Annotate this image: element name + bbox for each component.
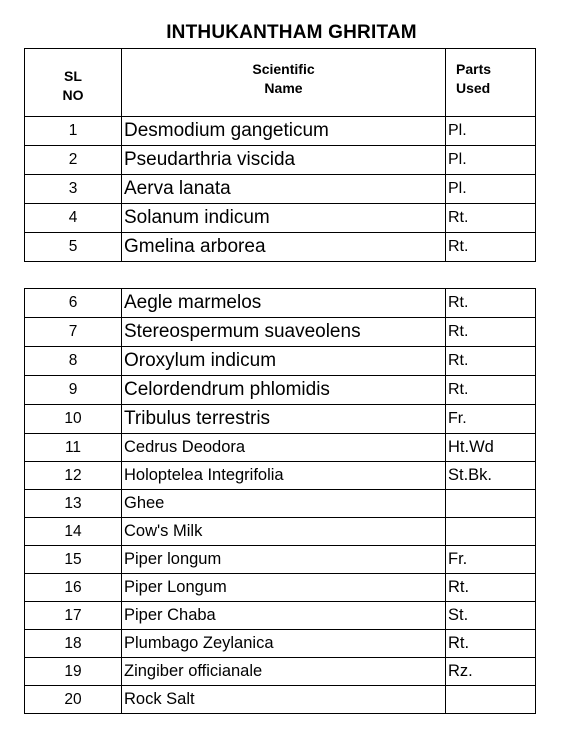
ingredients-table-2 (24, 288, 536, 714)
parts-used-cell: Fr. (446, 405, 536, 434)
header-sl-no (25, 49, 122, 117)
header-sl-no-text: SL NO (62, 67, 84, 103)
scientific-name-cell: Aerva lanata (122, 175, 446, 204)
parts-used-cell: Rt. (446, 289, 536, 318)
table-row (25, 630, 536, 658)
scientific-name-cell: Aegle marmelos (122, 289, 446, 318)
sl-no-cell: 1 (25, 117, 122, 146)
scientific-name-cell: Pseudarthria viscida (122, 146, 446, 175)
sl-no-cell: 3 (25, 175, 122, 204)
sl-no-cell: 18 (25, 630, 122, 658)
table-row (25, 658, 536, 686)
sl-no-cell: 19 (25, 658, 122, 686)
parts-used-cell: Pl. (446, 175, 536, 204)
table-row (25, 462, 536, 490)
table-row (25, 602, 536, 630)
sl-no-cell: 5 (25, 233, 122, 262)
sl-no-cell: 20 (25, 686, 122, 714)
parts-used-cell: Rt. (446, 318, 536, 347)
sl-no-cell: 15 (25, 546, 122, 574)
sl-no-cell: 13 (25, 490, 122, 518)
table-row (25, 117, 536, 146)
table-row (25, 175, 536, 204)
table-1-body (25, 117, 536, 262)
table-row (25, 434, 536, 462)
table-row (25, 574, 536, 602)
sl-no-cell: 6 (25, 289, 122, 318)
sl-no-cell: 17 (25, 602, 122, 630)
table-row (25, 686, 536, 714)
scientific-name-cell: Solanum indicum (122, 204, 446, 233)
sl-no-cell: 9 (25, 376, 122, 405)
scientific-name-cell: Celordendrum phlomidis (122, 376, 446, 405)
header-parts-used-text: Parts Used (456, 60, 492, 96)
ingredients-table-1 (24, 48, 536, 262)
table-row (25, 405, 536, 434)
parts-used-cell: St.Bk. (446, 462, 536, 490)
table-row (25, 376, 536, 405)
header-parts-used (446, 49, 536, 117)
sl-no-cell: 16 (25, 574, 122, 602)
table-row (25, 347, 536, 376)
document-title: INTHUKANTHAM GHRITAM (166, 22, 417, 43)
scientific-name-cell: Gmelina arborea (122, 233, 446, 262)
parts-used-cell: Rt. (446, 630, 536, 658)
scientific-name-cell: Piper longum (122, 546, 446, 574)
scientific-name-cell: Piper Longum (122, 574, 446, 602)
table-row (25, 289, 536, 318)
sl-no-cell: 7 (25, 318, 122, 347)
scientific-name-cell: Desmodium gangeticum (122, 117, 446, 146)
scientific-name-cell: Cedrus Deodora (122, 434, 446, 462)
table-row (25, 318, 536, 347)
table-row (25, 233, 536, 262)
parts-used-cell: Rt. (446, 233, 536, 262)
scientific-name-cell: Tribulus terrestris (122, 405, 446, 434)
table-row (25, 204, 536, 233)
scientific-name-cell: Cow's Milk (122, 518, 446, 546)
header-scientific-name-text: Scientific Name (252, 60, 315, 96)
sl-no-cell: 11 (25, 434, 122, 462)
scientific-name-cell: Piper Chaba (122, 602, 446, 630)
parts-used-cell: Pl. (446, 117, 536, 146)
sl-no-cell: 4 (25, 204, 122, 233)
sl-no-cell: 10 (25, 405, 122, 434)
parts-used-cell: Rt. (446, 347, 536, 376)
parts-used-cell (446, 490, 536, 518)
parts-used-cell (446, 686, 536, 714)
sl-no-cell: 2 (25, 146, 122, 175)
sl-no-cell: 14 (25, 518, 122, 546)
scientific-name-cell: Oroxylum indicum (122, 347, 446, 376)
scientific-name-cell: Holoptelea Integrifolia (122, 462, 446, 490)
scientific-name-cell: Ghee (122, 490, 446, 518)
parts-used-cell: Ht.Wd (446, 434, 536, 462)
sl-no-cell: 12 (25, 462, 122, 490)
header-scientific-name (122, 49, 446, 117)
table-row (25, 518, 536, 546)
parts-used-cell: Pl. (446, 146, 536, 175)
parts-used-cell: Fr. (446, 546, 536, 574)
table-row (25, 546, 536, 574)
table-2-body (25, 289, 536, 714)
parts-used-cell: Rt. (446, 204, 536, 233)
parts-used-cell: Rt. (446, 574, 536, 602)
table-row (25, 146, 536, 175)
scientific-name-cell: Zingiber officianale (122, 658, 446, 686)
parts-used-cell: Rz. (446, 658, 536, 686)
parts-used-cell: Rt. (446, 376, 536, 405)
scientific-name-cell: Rock Salt (122, 686, 446, 714)
scientific-name-cell: Stereospermum suaveolens (122, 318, 446, 347)
scientific-name-cell: Plumbago Zeylanica (122, 630, 446, 658)
parts-used-cell: St. (446, 602, 536, 630)
table-header-row (25, 49, 536, 117)
table-row (25, 490, 536, 518)
sl-no-cell: 8 (25, 347, 122, 376)
parts-used-cell (446, 518, 536, 546)
